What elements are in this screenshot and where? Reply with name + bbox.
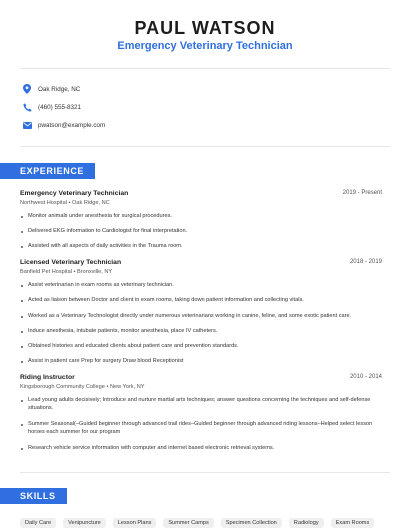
bullet-item: Induce anesthesia, intubate patients, monitor anesthesia, place IV catheters. <box>20 328 382 336</box>
job-entry <box>20 374 382 390</box>
job-bullets <box>20 228 382 236</box>
job-location: New York, NY <box>109 384 145 390</box>
job-title: Licensed Veterinary Technician <box>20 259 122 266</box>
skill-tag: Venipuncture <box>63 518 106 528</box>
skill-tag: Radiology <box>289 518 324 528</box>
job-title: Riding Instructor <box>20 374 75 381</box>
job-bullets <box>20 343 382 351</box>
job-bullets <box>20 313 382 321</box>
job-employer: Northwest Hospital <box>20 200 67 206</box>
job-bullets <box>20 282 382 290</box>
job-bullets <box>20 358 382 366</box>
job-bullets <box>20 297 382 305</box>
job-dates: 2010 - 2014 <box>349 374 382 380</box>
contact-email-text: pwatson@example.com <box>38 121 106 129</box>
job-bullets <box>20 445 382 453</box>
skill-tag: Specimen Collection <box>221 518 282 528</box>
job-employer-line: Kingsborough Community College • New York, NY <box>20 384 145 390</box>
skills-heading: SKILLS <box>0 488 67 504</box>
skills-list <box>20 518 381 528</box>
job-bullets <box>20 328 382 336</box>
skill-tag: Exam Rooms <box>331 518 375 528</box>
job-title: Emergency Veterinary Technician <box>20 190 129 197</box>
job-employer: Banfield Pet Hospital <box>20 269 72 275</box>
candidate-name: PAUL WATSON <box>134 18 276 38</box>
bullet-item: Summer Seasonal(–Guided beginner through advanced trail rides–Guided beginner through advanced riding lessons–Helped select lesson horses each summer for our program <box>20 421 382 436</box>
job-location: Bronxville, NY <box>77 269 113 275</box>
job-employer-line: Banfield Pet Hospital • Bronxville, NY <box>20 269 113 275</box>
job-employer-line: Northwest Hospital • Oak Ridge, NC <box>20 200 110 206</box>
job-entry <box>20 190 382 206</box>
job-location: Oak Ridge, NC <box>72 200 110 206</box>
job-bullets <box>20 421 382 436</box>
contact-email <box>20 118 105 132</box>
contact-location-text: Oak Ridge, NC <box>38 85 81 93</box>
bullet-item: Acted as liaison between Doctor and client in exam rooms, taking down patient information and collecting vitals. <box>20 297 382 305</box>
candidate-title: Emergency Veterinary Technician <box>117 40 293 52</box>
header-divider <box>20 68 390 69</box>
bullet-item: Lead young adults decisively; Introduce and nurture martial arts techniques; answer questions concerning the techniques and self-defense situations. <box>20 397 382 412</box>
job-dates: 2018 - 2019 <box>349 259 382 265</box>
job-entry <box>20 259 382 275</box>
skill-tag: Lesson Plans <box>113 518 157 528</box>
contact-phone-text: (460) 555-8321 <box>38 103 82 111</box>
job-bullets <box>20 213 382 221</box>
email-icon <box>20 118 34 132</box>
phone-icon <box>20 100 34 114</box>
bullet-item: Worked as a Veterinary Technologist directly under numerous veterinarians working in canine, feline, and some exotic patient care. <box>20 313 382 321</box>
job-bullets <box>20 397 382 412</box>
location-pin-icon <box>20 82 34 96</box>
bullet-item: Obtained histories and educated clients about patient care and prevention standards. <box>20 343 382 351</box>
experience-divider <box>20 472 390 473</box>
skill-tag: Summer Camps <box>163 518 213 528</box>
bullet-item: Delivered EKG information to Cardiologist for final interpretation. <box>20 228 382 236</box>
experience-heading: EXPERIENCE <box>0 163 95 179</box>
skill-tag: Daily Care <box>20 518 56 528</box>
bullet-item: Assist veterinarian in exam rooms as veterinary technician. <box>20 282 382 290</box>
contact-location <box>20 82 80 96</box>
job-dates: 2019 - Present <box>342 190 382 196</box>
bullet-item: Research vehicle service information with computer and internet based electronic retrieval systems. <box>20 445 382 453</box>
bullet-item: Monitor animals under anesthesia for surgical procedures. <box>20 213 382 221</box>
contact-divider <box>20 146 390 147</box>
contact-phone <box>20 100 81 114</box>
bullet-item: Assisted with all aspects of daily activities in the Trauma room. <box>20 243 382 251</box>
job-bullets <box>20 243 382 251</box>
job-employer: Kingsborough Community College <box>20 384 105 390</box>
bullet-item: Assist in patient care Prep for surgery Draw blood Receptionist <box>20 358 382 366</box>
